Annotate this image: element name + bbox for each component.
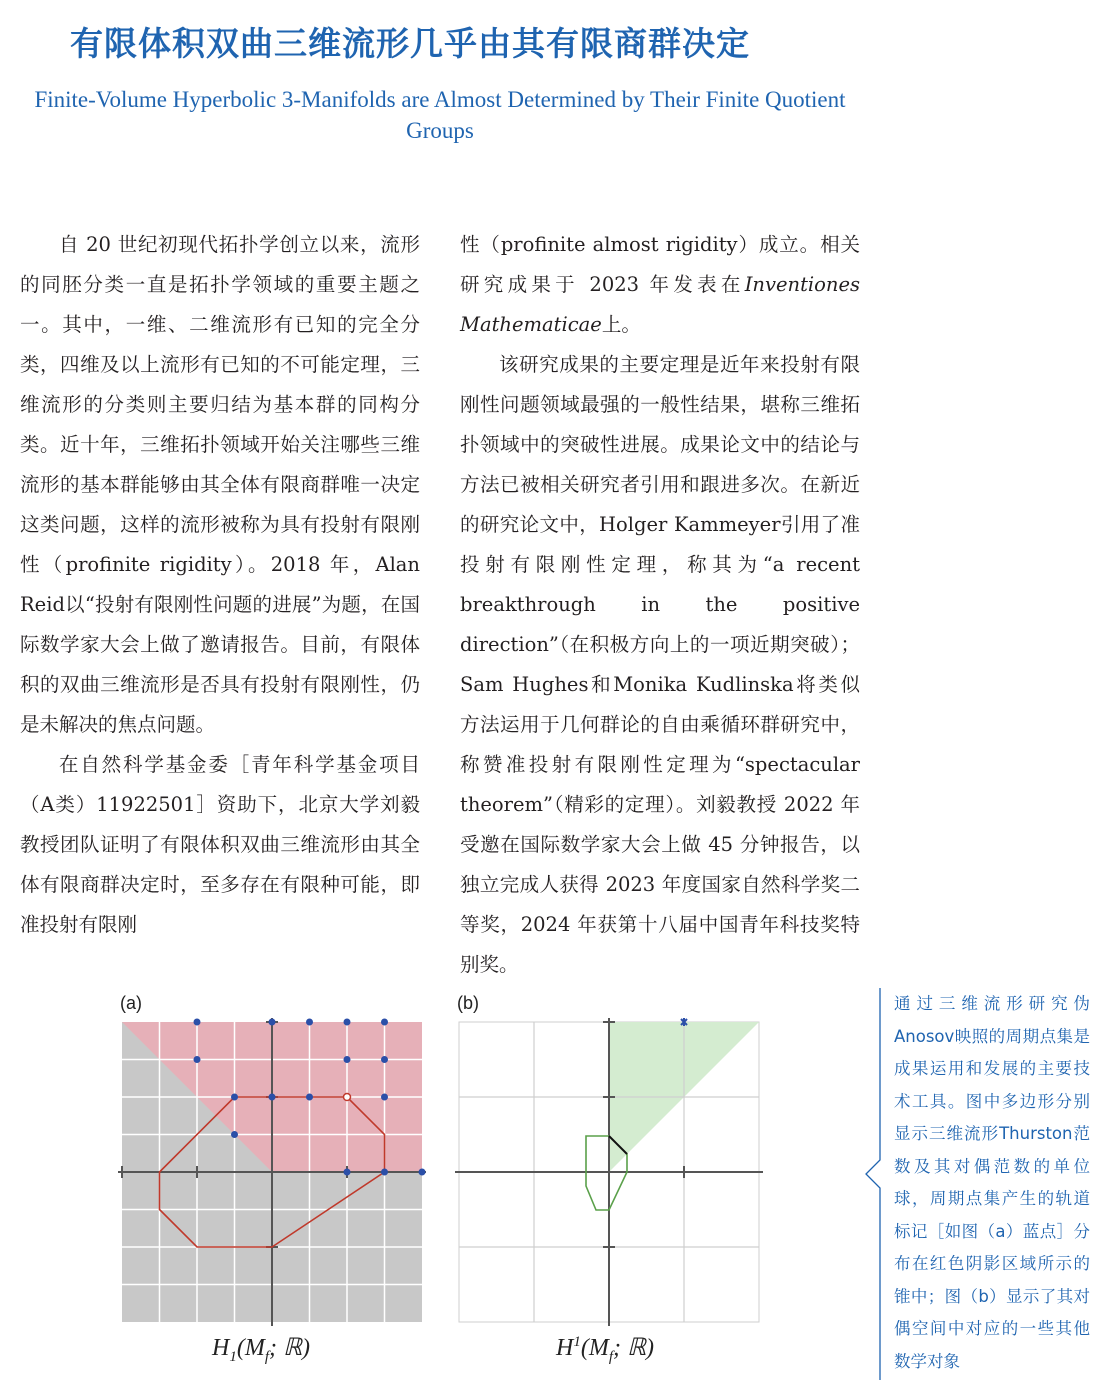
journal-name: Inventiones Mathematicae [460,273,860,336]
panel-a-label: (a) [120,993,142,1013]
text-column-left [20,225,420,945]
paragraph-2-continued [460,225,860,345]
axis-b-arg: (M [580,1335,609,1361]
caption-bracket [862,988,892,1388]
figure-panel-b [455,1018,765,1328]
axis-b-sup: 1 [573,1334,581,1350]
axis-b-base: H [556,1335,574,1361]
paragraph-1: 自 20 世纪初现代拓扑学创立以来，流形的同胚分类一直是拓扑学领域的重要主题之一。其中，一维、二维流形有已知的完全分类，四维及以上流形有已知的不可能定理，三维流形的分类则主要归结为基本群的同构分类。近十年，三维拓扑领域开始关注哪些三维流形的基本群能够由其全体有限商群唯一决定这类问题，这样的流形被称为具有投射有限刚性（profinite rigidity）。2018 年，Alan Reid以“投射有限刚性问题的进展”为题，在国际数学家大会上做了邀请报告。目前，有限体积的双曲三维流形是否具有投射有限刚性，仍是未解决的焦点问题。 [20,233,420,736]
panel-a-open-dot [344,1094,351,1101]
article-title-chinese: 有限体积双曲三维流形几乎由其有限商群决定 [70,24,750,63]
paragraph-2-continued-end: 上。 [601,313,641,336]
axis-a-base: H [212,1335,230,1361]
axis-b-arg-sub: f [608,1348,613,1365]
axis-b-rest: ; ℝ) [613,1335,654,1361]
panel-b-label: (b) [457,993,479,1013]
panel-b-axis-label [556,1333,654,1366]
axis-a-arg: (M [236,1335,265,1361]
text-column-right [460,225,860,985]
paragraph-2: 在自然科学基金委［青年科学基金项目（A类）11922501］资助下，北京大学刘毅教授团队证明了有限体积双曲三维流形由其全体有限商群决定时，至多存在有限种可能，即准投射有限刚 [20,753,420,936]
figure-panel-a [118,1018,428,1328]
paragraph-3: 该研究成果的主要定理是近年来投射有限刚性问题领域最强的一般性结果，堪称三维拓扑领域中的突破性进展。成果论文中的结论与方法已被相关研究者引用和跟进多次。在新近的研究论文中，Holger Kammeyer引用了准投射有限刚性定理，称其为“a recent breakthrough in the positive direction”（在积极方向上的一项近期突破）；Sam Hughes和Monika Kudlinska将类似方法运用于几何群论的自由乘循环群研究中，称赞准投射有限刚性定理为“spectacular theorem”（精彩的定理）。刘毅教授 2022 年受邀在国际数学家大会上做 45 分钟报告，以独立完成人获得 2023 年度国家自然科学奖二等奖，2024 年获第十八届中国青年科技奖特别奖。 [460,353,860,976]
axis-a-sub: 1 [229,1348,237,1365]
paragraph-2-continued-text: 性（profinite almost rigidity）成立。相关研究成果于 2023 年发表在 [460,233,860,296]
article-title-english: Finite-Volume Hyperbolic 3-Manifolds are Almost Determined by Their Finite Quotient Groups [34,87,846,143]
panel-a-axis-label [212,1333,310,1366]
axis-a-rest: ; ℝ) [269,1335,310,1361]
figure-caption: 通过三维流形研究伪Anosov映照的周期点集是成果运用和发展的主要技术工具。图中多边形分别显示三维流形Thurston范数及其对偶范数的单位球，周期点集产生的轨道标记［如图（a）蓝点］分布在红色阴影区域所示的锥中；图（b）显示了其对偶空间中对应的一些其他数学对象 [894,994,1090,1371]
axis-a-arg-sub: f [264,1348,269,1365]
